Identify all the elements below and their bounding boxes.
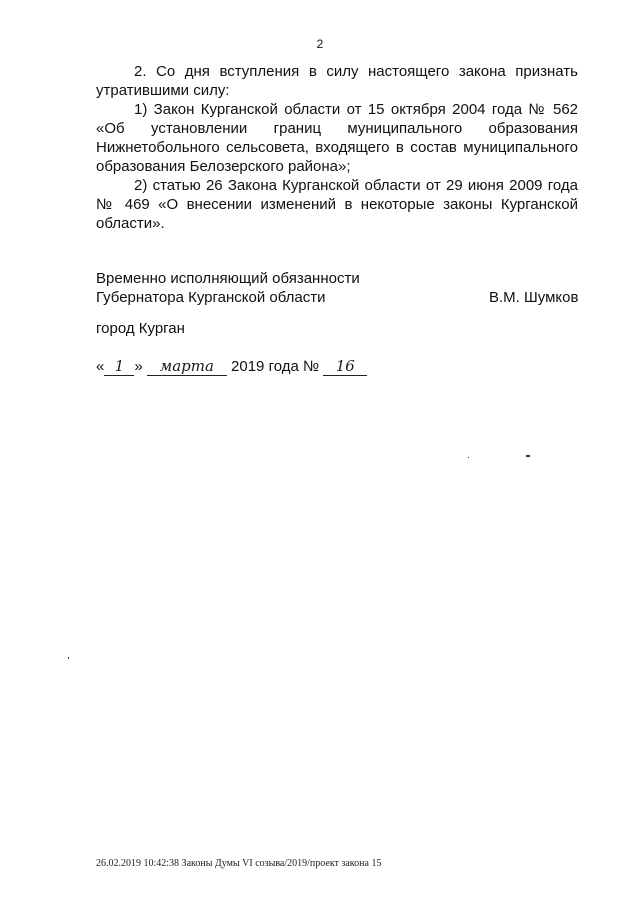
item-1 (96, 100, 578, 176)
paragraph-2-line-1: 2. Со дня вступления в силу настоящего закона признать (134, 63, 578, 80)
item-2-line-2: № 469 «О внесении изменений в некоторые законы Курганской (96, 196, 578, 213)
scan-speck (68, 657, 69, 659)
paragraph-2-line-2: утратившими силу: (96, 82, 230, 99)
doc-number: 16 (335, 357, 355, 375)
date-open-quote: « (96, 358, 105, 375)
doc-number-field (323, 357, 367, 376)
date-month-field (147, 357, 227, 376)
date-day: 1 (114, 357, 125, 375)
item-1-line-2: «Об установлении границ муниципального образования (96, 120, 578, 137)
scan-speck (526, 455, 530, 457)
paragraph-2 (96, 62, 578, 100)
item-1-line-4: образования Белозерского района»; (96, 158, 351, 175)
item-2-line-1: 2) статью 26 Закона Курганской области от 29 июня 2009 года (134, 177, 578, 194)
signatory-name: В.М. Шумков (489, 289, 579, 306)
signatory-position-line-2: Губернатора Курганской области (96, 289, 326, 306)
date-year-text: 2019 года № (231, 358, 320, 375)
place: город Курган (96, 320, 185, 337)
page-number: 2 (316, 37, 324, 51)
footer-file-stamp: 26.02.2019 10:42:38 Законы Думы VI созыва/2019/проект закона 15 (96, 858, 382, 869)
scan-speck (468, 457, 469, 458)
item-2 (96, 176, 578, 233)
date-close-quote: » (134, 358, 143, 375)
date-month: марта (159, 357, 214, 375)
date-line (96, 357, 367, 376)
signatory-position-line-1: Временно исполняющий обязанности (96, 270, 360, 287)
item-1-line-1: 1) Закон Курганской области от 15 октября 2004 года № 562 (134, 101, 578, 118)
item-2-line-3: области». (96, 215, 165, 232)
item-1-line-3: Нижнетобольного сельсовета, входящего в состав муниципального (96, 139, 578, 156)
date-day-field (104, 357, 134, 376)
